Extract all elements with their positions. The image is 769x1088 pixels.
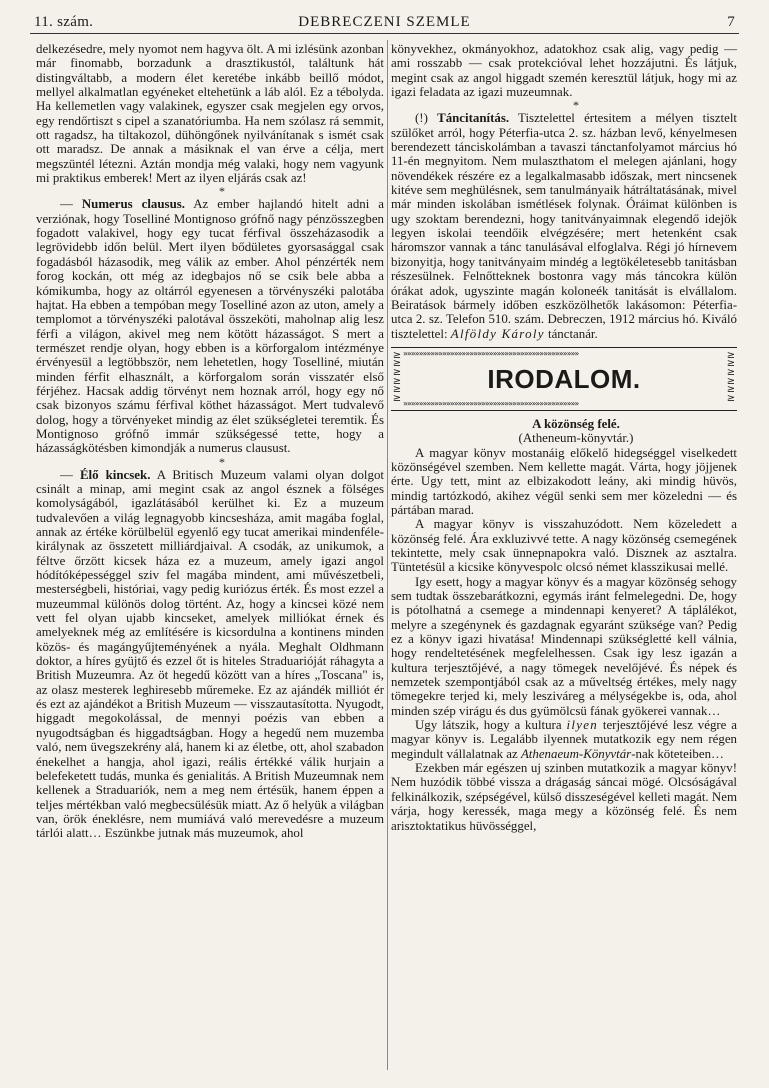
right-column [391, 42, 737, 833]
section-title: Táncitanítás. [437, 111, 510, 126]
section-separator: * [219, 184, 225, 199]
section-text: Az ember hajlandó hitelt adni a verziónak, hogy Toselliné Montignoso grófnő nagy pénzösszegben fogadott valakivel, hogy egy tucat férfival összeházasodik a legrövidebb időn belül. Mert ilyen bődületes gyorsasággal csak fogadásból házasodik, meg válik az ember. Ahol pénzérték nem forog kockán, ott még az idegbajos nő se csik bele abba a kómikumba, hogy az oltárról egyenesen a törvényszéki palotába hajtat. Ha ebben a tempóban megy Toselliné azon az uton, amely a templomot a törvényszéki palotával összeköti, maholnap alig lesz férfi a világon, akivel meg nem kötött házasságot. S mert a természet rendje olyan, hogy ebben is a körforgalom intézménye érvényesül a legtöbbször, nem lehetetlen, hogy Toselliné, miután minden férfit elhasznált, a körforgalom során visszatér első férjéhez. Hacsak addig törvényt nem hoznak arról, hogy egy nő csak bizonyos számu férfival köthet házasságot. Mert tudvalevő dolog, hogy a törvényeket mindig az élet szükségletei teremtik. És Montignoso grófnő immár szükségessé tette, hogy a házasságkötésben kimondják a numerus clausust. [36, 197, 384, 456]
article-paragraph: Igy esett, hogy a magyar könyv és a magyar közönség sehogy sem tudtak összebarátkozni, egymás iránt felmelegedni. De, hogy is pótolhatná a csemege a mindennapi kenyeret? A táplálékot, melyre a szegénynek és gazdagnak egyaránt szüksége van? Pedig ez a könyv igazi hivatása! Mindennapi szükségletté kell válnia, hogy rendeltetésének megfelelhessen. Csak igy lesz igazán a kultura terjesztőjévé, a nagy tömegek nevelőjévé. És népek és nemzetek szempontjából csak az a műveltség értékes, mely nagy tömegekre terjed ki, mely lesziváreg a mélységekbe is, oda, ahol minden szép virágu és dus gyümölcsü fának gyökerei vannak… [391, 574, 737, 718]
paragraph: könyvekhez, okmányokhoz, adatokhoz csak alig, vagy pedig — ami rosszabb — csak protekcióval lehet hozzájutni. És látjuk, megint csak az angol higgadt szemén keresztül látjuk, hogy mi az igazi feladata az igazi muzeumnak. [391, 42, 737, 100]
issue-number: 11. szám. [34, 14, 94, 30]
text: terjesztőjévé lesz végre a magyar könyv is. Legalább ilyennek mutatkozik egy nem régen megindult vállalatnak az [391, 718, 737, 761]
signature: Alföldy Károly [450, 326, 545, 341]
header-rule [30, 33, 739, 34]
section-prefix: (!) [415, 111, 438, 126]
emphasis: ilyen [566, 718, 598, 733]
article-paragraph: Ezekben már egészen uj szinben mutatkozik a magyar könyv! Nem huzódik többé vissza a drágaság sáncai mögé. Olcsóságával felkinálkozik, szépségével, külső disszeségével kelleti magát. Nem várja, hogy keressék, maga megy a közönség felé. És nem arisztoktatikus hüvösséggel, [391, 761, 737, 833]
dash: — [60, 467, 80, 482]
paragraph: delkezésedre, mely nyomot nem hagyva ölt. A mi izlésünk azonban már finomabb, borzadunk a drasztikustól, találtunk hát distingváltabb, a modern élet keretébe inkább beillő módot, mellyel alkalmatlan egyéneket eltehetünk a láb alól. Ez a tébolyda. Ha kellemetlen vagy valakinek, egyszer csak megjelen egy orvos, egy rendőrtiszt s cipel a szanatóriumba. Ha nem szólasz rá semmit, ott ragadsz, ha tiltakozol, dühöngőnek nyilvánítanak s ismét csak ott maradsz. De annak a másiknak el van érve a célja, mert megszüntél létezni. Aztán mondja még valaki, hogy nem vagyunk mi praktikus emberek! Mert az ilyen eljárás csak az! [36, 42, 384, 186]
text: -nak köteteiben… [631, 746, 724, 761]
column-divider [387, 40, 388, 1070]
zigzag-border-bottom: »»»»»»»»»»»»»»»»»»»»»»»»»»»»»»»»»»»»»»»»»»»»» [403, 399, 579, 408]
section-heading: IRODALOM. [487, 363, 641, 394]
page-number: 7 [727, 14, 735, 30]
zigzag-border-left: ≥ ≥ ≥ ≥ ≥ ≥ [392, 351, 402, 404]
paragraph-elo-kincsek [36, 468, 384, 841]
section-separator: * [573, 98, 579, 113]
zigzag-border-right: ≥ ≥ ≥ ≥ ≥ ≥ [726, 351, 736, 404]
emphasis: Athenaeum-Könyvtár [520, 746, 632, 761]
left-column [36, 42, 384, 841]
zigzag-border-top: »»»»»»»»»»»»»»»»»»»»»»»»»»»»»»»»»»»»»»»»»»»»» [403, 349, 579, 358]
article-title: A közönség felé. [532, 416, 620, 431]
signature-suffix: tánctanár. [544, 326, 598, 341]
article-paragraph: A magyar könyv is visszahuzódott. Nem közeledett a közönség felé. Ára exkluzivvé tette. A nagy közönség csemegének tekintette, mely csak ünnepnapokra való. Disznek az asztalra. Tüntetésül a kicsike könyvespolc olcsó német klasszikusai mellé. [391, 517, 737, 575]
section-separator: * [219, 454, 225, 469]
section-title: Numerus clausus. [81, 197, 185, 212]
dash: — [60, 197, 82, 212]
paragraph-numerus-clausus [36, 197, 384, 455]
section-text: A Britisch Muzeum valami olyan dolgot csinált a minap, ami megint csak az angol észnek a fölséges komolyságából, igazlátásából kerülhet ki. Ez a muzeum tudvalevően a világ legnagyobb kincsesháza, amit magába foglal, annak az értéke körülbelül egyenlő egy tucat amerikai mindenféle-királynak az összetett milliárdjaival. A csodák, az unikumok, a féltve őrzött kicsek háza ez a muzeum, amely igazi angol hódítóképességgel sziv fel magába mindent, ami művészetbeli, mesterségbeli, históriai, vagy pedig kuriózus érték. És most ezzel a muzeummal különös dolog történt. Az, hogy a kincsei közé nem vett fel olyan ujabb kincseket, amelyek milliókat érnek és amelyeknek még az említésére is kicsordulna a kontinens minden közös- és magángyűjteményének a nyála. Meghalt Oldhmann doktor, a híres gyüjtő és ezzel őt is hiteles Straduarióját ráhagyta a British Muzeumra. Az öt hegedű között van a híres „Toscana" is, az olasz mesterek leghiresebb műremeke. Ez az ajándék milliót ér és ezt az ajándékot a British Muzeum — visszautasította. Nyugodt, higgadt megokolással, de mennyi poézis van ebben a nyugodtságban és higgadtságban. Hogy a hegedű nem muzemba való, nem üvegszekrény alá, hanem ki az életbe, ott, ahol szabadon énekelhet a hangja, ahol igazi, reális értékké válik hurjain a belefeketett tudás, munka és genialitás. A British Muzeumnak nem kellenek a Straduariók, nem a meg nem értésük, hanem éppen a teljes mértékban való megbecsülésük miatt. Az ő helyük a világban van, örök éneklésre, nem mumiává való merevedésre a muzeum tárlói alatt… Eszünkbe jutnak más muzeumok, ahol [36, 467, 384, 841]
journal-title: DEBRECZENI SZEMLE [298, 14, 471, 30]
paragraph-tancitanitas [391, 111, 737, 341]
section-title: Élő kincsek. [79, 467, 151, 482]
section-text: Tisztelettel értesitem a mélyen tisztelt szülőket arról, hogy Péterfia-utca 2. sz. házban levő, kényelmesen berendezett tánciskolámban a tavaszi tánctanfolyamot március hó 11-én megnyitom. Nem mulaszthatom el melegen ajánlani, hogy növendékek részére ez a legalkalmasabb időszak, mert nincsenek kitéve sem meghülésnek, sem tanulmányaik hátráltatásának, mivel már minden iskolában ismétlések folynak. Óráimat különben is ugy szoktam berendezni, hogy tanitványaimnak elegendő idejök legyen iskolai teendőik elvégzésére; mert hetenként csak háromszor vannak a tánc tanulásával elfoglalva. Régi jó hírnevem bizonyitja, hogy tanitványaim mindég a legtökéletesebb tanitásban részesülnek. Felnőtteknek bostonra vagy más táncokra külön órákat adok, ugyszinte magán koloneék tanitását is elvállalom. Beiratások bármely időben eszközölhetők lakásomon: Péterfia-utca 2. sz. Telefon 510. szám. Debreczen, 1912 március hó. Kiváló tisztelettel: [391, 111, 737, 341]
article-paragraph: A magyar könyv mostanáig előkelő hidegséggel viselkedett közönségével szemben. Nem kellette magát. Várta, hogy jöjjenek érte. Ugy tett, mint az elbizakodott leány, aki mindig hüvös, mindig tartózkodó, akihez végül senki sem mer közeledni — és pártában marad. [391, 445, 737, 517]
text: Ugy látszik, hogy a kultura [415, 718, 567, 733]
irodalom-banner [391, 347, 737, 411]
article-paragraph [391, 718, 737, 761]
article-subtitle: (Atheneum-könyvtár.) [518, 431, 634, 446]
